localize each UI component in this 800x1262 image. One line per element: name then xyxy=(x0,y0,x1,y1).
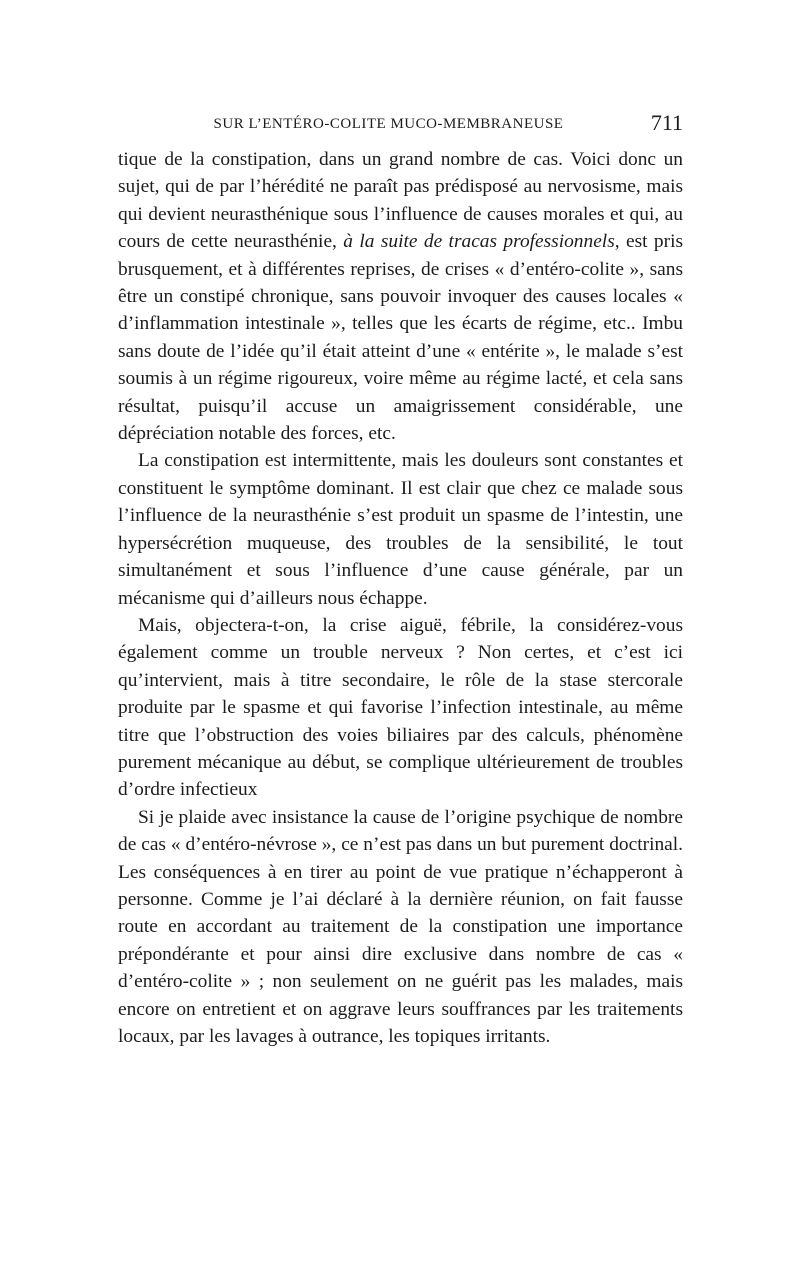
running-head xyxy=(118,112,683,138)
paragraph-2: La constipation est intermittente, mais les douleurs sont constantes et constituent le symptôme dominant. Il est clair que chez ce malade sous l’influence de la neurasthénie s’est produit un spasme de l’intestin, une hypersécrétion muqueuse, des troubles de la sensibilité, le tout simultanément et sous l’influence d’une cause générale, par un mécanisme qui d’ailleurs nous échappe. xyxy=(118,450,683,609)
paragraph-1 xyxy=(118,146,683,447)
paragraph-1-text-a: tique de la constipation, dans un grand nombre de cas. Voici donc un sujet, qui de par l’hérédité ne paraît pas prédisposé au nervosisme, mais qui devient neurasthénique sous l’influence de causes morales et qui, au cours de cette neurasthénie, xyxy=(118,149,683,253)
running-title: SUR L’ENTÉRO-COLITE MUCO-MEMBRANEUSE xyxy=(213,116,564,132)
paragraph-1-italic: à la suite de tracas professionnels xyxy=(343,231,615,253)
paragraph-1-text-b: , est pris brusquement, et à différentes reprises, de crises « d’entéro-colite », sans être un constipé chronique, sans pouvoir invoquer des causes locales « d’inflammation intestinale », telles que les écarts de régime, etc.. Imbu sans doute de l’idée qu’il était atteint d’une « entérite », le malade s’est soumis à un régime rigoureux, voire même au régime lacté, et cela sans résultat, puisqu’il accuse un amaigrissement considérable, une dépréciation notable des forces, etc. xyxy=(118,231,684,445)
body-text xyxy=(118,146,683,1050)
paragraph-4: Si je plaide avec insistance la cause de l’origine psychique de nombre de cas « d’entéro-névrose », ce n’est pas dans un but purement doctrinal. Les conséquences à en tirer au point de vue pratique n’échapperont à personne. Comme je l’ai déclaré à la dernière réunion, on fait fausse route en accordant au traitement de la constipation une importance prépondérante et pour ainsi dire exclusive dans nombre de cas « d’entéro-colite » ; non seulement on ne guérit pas les malades, mais encore on entretient et on aggrave leurs souffrances par les traitements locaux, par les lavages à outrance, les topiques irritants. xyxy=(118,806,683,1047)
paragraph-3: Mais, objectera-t-on, la crise aiguë, fébrile, la considérez-vous également comme un trouble nerveux ? Non certes, et c’est ici qu’intervient, mais à titre secondaire, le rôle de la stase stercorale produite par le spasme et qui favorise l’infection intestinale, au même titre que l’obstruction des voies biliaires par des calculs, phénomène purement mécanique au début, se complique ultérieurement de troubles d’ordre infectieux xyxy=(118,614,683,801)
book-page xyxy=(118,112,683,1050)
page-number: 711 xyxy=(650,110,683,135)
